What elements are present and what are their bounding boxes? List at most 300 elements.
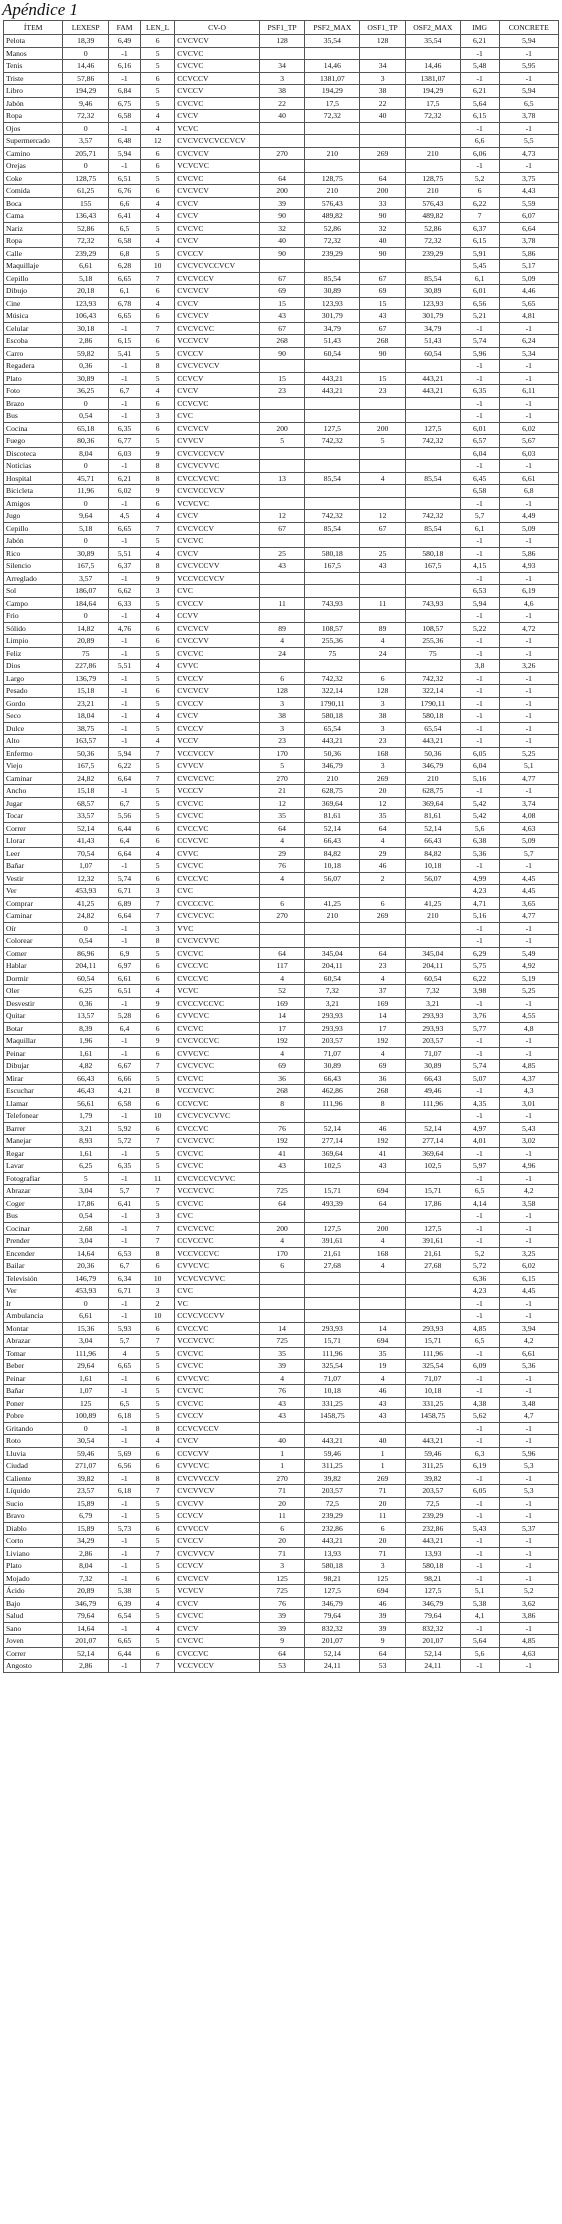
cell-osf2-max: 201,07 bbox=[405, 1635, 460, 1648]
cell-fam: 6,1 bbox=[109, 285, 141, 298]
cell-psf2-max: 111,96 bbox=[305, 1347, 360, 1360]
cell-osf2-max: 72,5 bbox=[405, 1497, 460, 1510]
cell-item: Manejar bbox=[4, 1135, 63, 1148]
cell-img: 5,2 bbox=[460, 1247, 499, 1260]
cell-psf2-max: 443,21 bbox=[305, 385, 360, 398]
cell-osf2-max: 15,71 bbox=[405, 1185, 460, 1198]
cell-psf2-max: 79,64 bbox=[305, 1610, 360, 1623]
cell-concrete: -1 bbox=[499, 710, 558, 723]
cell-len-l: 5 bbox=[141, 97, 175, 110]
cell-concrete: -1 bbox=[499, 372, 558, 385]
cell-psf2-max: 391,61 bbox=[305, 1235, 360, 1248]
cell-lexesp: 50,36 bbox=[63, 747, 109, 760]
cell-osf1-tp: 200 bbox=[360, 185, 406, 198]
cell-cv-o: VCCVCVC bbox=[175, 1335, 260, 1348]
cell-fam: -1 bbox=[109, 1572, 141, 1585]
cell-img: 6,04 bbox=[460, 447, 499, 460]
cell-img: 6,1 bbox=[460, 522, 499, 535]
cell-psf1-tp: 270 bbox=[259, 147, 305, 160]
table-row bbox=[4, 1197, 559, 1210]
cell-cv-o: CCVCV bbox=[175, 372, 260, 385]
cell-item: Televisión bbox=[4, 1272, 63, 1285]
cell-lexesp: 2,86 bbox=[63, 1547, 109, 1560]
cell-fam: -1 bbox=[109, 1435, 141, 1448]
cell-cv-o: CVCCVC bbox=[175, 822, 260, 835]
cell-cv-o: CCVCCVC bbox=[175, 1235, 260, 1248]
cell-osf2-max: 35,54 bbox=[405, 35, 460, 48]
cell-len-l: 6 bbox=[141, 1022, 175, 1035]
cell-fam: -1 bbox=[109, 460, 141, 473]
cell-concrete: -1 bbox=[499, 935, 558, 948]
column-header: ÍTEM bbox=[4, 21, 63, 35]
cell-psf1-tp bbox=[259, 660, 305, 673]
cell-concrete: 6,24 bbox=[499, 335, 558, 348]
cell-concrete: 6,8 bbox=[499, 485, 558, 498]
cell-lexesp: 34,29 bbox=[63, 1535, 109, 1548]
cell-osf2-max: 443,21 bbox=[405, 372, 460, 385]
cell-osf2-max: 346,79 bbox=[405, 1597, 460, 1610]
cell-concrete: 3,01 bbox=[499, 1097, 558, 1110]
cell-lexesp: 36,25 bbox=[63, 385, 109, 398]
cell-item: Beber bbox=[4, 1360, 63, 1373]
cell-fam: -1 bbox=[109, 1222, 141, 1235]
appendix-title: Apéndice 1 bbox=[2, 0, 78, 19]
cell-osf1-tp: 24 bbox=[360, 647, 406, 660]
table-row bbox=[4, 647, 559, 660]
cell-item: Ir bbox=[4, 1297, 63, 1310]
cell-osf2-max: 443,21 bbox=[405, 1435, 460, 1448]
cell-osf1-tp: 1 bbox=[360, 1460, 406, 1473]
cell-img: -1 bbox=[460, 1435, 499, 1448]
cell-osf2-max: 742,32 bbox=[405, 435, 460, 448]
cell-concrete: -1 bbox=[499, 1572, 558, 1585]
cell-psf1-tp: 38 bbox=[259, 85, 305, 98]
cell-osf1-tp: 69 bbox=[360, 285, 406, 298]
cell-concrete: 4,63 bbox=[499, 1647, 558, 1660]
cell-img: 4,15 bbox=[460, 560, 499, 573]
cell-concrete: 5,94 bbox=[499, 85, 558, 98]
cell-concrete: 3,86 bbox=[499, 1610, 558, 1623]
cell-cv-o: CVVC bbox=[175, 660, 260, 673]
cell-osf1-tp bbox=[360, 447, 406, 460]
cell-osf2-max: 203,57 bbox=[405, 1485, 460, 1498]
table-row bbox=[4, 597, 559, 610]
cell-img: 6,05 bbox=[460, 1485, 499, 1498]
cell-osf1-tp: 46 bbox=[360, 1385, 406, 1398]
cell-img: 5,77 bbox=[460, 1022, 499, 1035]
cell-fam: 5,69 bbox=[109, 1447, 141, 1460]
cell-len-l: 6 bbox=[141, 1460, 175, 1473]
cell-cv-o: CVCCV bbox=[175, 697, 260, 710]
cell-img: -1 bbox=[460, 497, 499, 510]
cell-osf1-tp: 4 bbox=[360, 472, 406, 485]
cell-osf2-max bbox=[405, 935, 460, 948]
cell-img: -1 bbox=[460, 785, 499, 798]
cell-lexesp: 5,18 bbox=[63, 522, 109, 535]
cell-psf1-tp: 39 bbox=[259, 197, 305, 210]
cell-len-l: 6 bbox=[141, 160, 175, 173]
cell-fam: 5,56 bbox=[109, 810, 141, 823]
cell-cv-o: CVCVCVC bbox=[175, 772, 260, 785]
cell-fam: -1 bbox=[109, 635, 141, 648]
cell-osf1-tp: 38 bbox=[360, 710, 406, 723]
cell-fam: -1 bbox=[109, 572, 141, 585]
cell-lexesp: 3,57 bbox=[63, 135, 109, 148]
cell-lexesp: 5 bbox=[63, 1172, 109, 1185]
cell-cv-o: CVCV bbox=[175, 385, 260, 398]
cell-cv-o: CVCVCV bbox=[175, 622, 260, 635]
cell-lexesp: 0 bbox=[63, 47, 109, 60]
cell-concrete: 5,86 bbox=[499, 547, 558, 560]
cell-osf2-max: 85,54 bbox=[405, 272, 460, 285]
cell-img: -1 bbox=[460, 122, 499, 135]
cell-osf1-tp: 14 bbox=[360, 1322, 406, 1335]
table-row bbox=[4, 1185, 559, 1198]
cell-img: 6,3 bbox=[460, 1447, 499, 1460]
cell-cv-o: CVVCVC bbox=[175, 1460, 260, 1473]
cell-len-l: 5 bbox=[141, 1197, 175, 1210]
cell-osf2-max: 167,5 bbox=[405, 560, 460, 573]
cell-osf2-max bbox=[405, 585, 460, 598]
cell-psf2-max: 66,43 bbox=[305, 835, 360, 848]
cell-cv-o: CVCVC bbox=[175, 647, 260, 660]
table-row bbox=[4, 1485, 559, 1498]
cell-lexesp: 5,18 bbox=[63, 272, 109, 285]
cell-concrete: -1 bbox=[499, 460, 558, 473]
cell-fam: 4 bbox=[109, 1347, 141, 1360]
cell-img: 3,8 bbox=[460, 660, 499, 673]
cell-fam: 6,97 bbox=[109, 960, 141, 973]
cell-osf1-tp: 36 bbox=[360, 1072, 406, 1085]
cell-len-l: 7 bbox=[141, 1135, 175, 1148]
cell-item: Bravo bbox=[4, 1510, 63, 1523]
cell-psf2-max: 293,93 bbox=[305, 1022, 360, 1035]
cell-lexesp: 68,57 bbox=[63, 797, 109, 810]
cell-concrete: 5,19 bbox=[499, 972, 558, 985]
cell-psf1-tp: 3 bbox=[259, 72, 305, 85]
cell-concrete: 5,3 bbox=[499, 1485, 558, 1498]
cell-img: -1 bbox=[460, 722, 499, 735]
cell-cv-o: CVCVCV bbox=[175, 1572, 260, 1585]
cell-concrete: 4,55 bbox=[499, 1010, 558, 1023]
cell-len-l: 5 bbox=[141, 222, 175, 235]
cell-cv-o: CVCVC bbox=[175, 172, 260, 185]
cell-lexesp: 75 bbox=[63, 647, 109, 660]
cell-item: Dulce bbox=[4, 722, 63, 735]
column-header: PSF1_TP bbox=[259, 21, 305, 35]
table-row bbox=[4, 522, 559, 535]
cell-psf2-max bbox=[305, 1210, 360, 1223]
cell-img: -1 bbox=[460, 1035, 499, 1048]
cell-concrete: 6,61 bbox=[499, 472, 558, 485]
cell-psf2-max bbox=[305, 1172, 360, 1185]
table-row bbox=[4, 1122, 559, 1135]
cell-lexesp: 41,25 bbox=[63, 897, 109, 910]
cell-fam: 6,61 bbox=[109, 972, 141, 985]
cell-img: 6,19 bbox=[460, 1460, 499, 1473]
table-row bbox=[4, 1135, 559, 1148]
cell-cv-o: CVCCV bbox=[175, 347, 260, 360]
table-row bbox=[4, 1072, 559, 1085]
cell-lexesp: 66,43 bbox=[63, 1072, 109, 1085]
cell-lexesp: 106,43 bbox=[63, 310, 109, 323]
table-row bbox=[4, 1310, 559, 1323]
cell-osf2-max bbox=[405, 397, 460, 410]
cell-item: Ver bbox=[4, 1285, 63, 1298]
cell-concrete: -1 bbox=[499, 672, 558, 685]
cell-img: -1 bbox=[460, 1660, 499, 1673]
cell-cv-o: CVCV bbox=[175, 510, 260, 523]
cell-osf1-tp: 90 bbox=[360, 247, 406, 260]
cell-cv-o: CCVCVCCV bbox=[175, 1422, 260, 1435]
cell-item: Dibujar bbox=[4, 1060, 63, 1073]
cell-img: 6,01 bbox=[460, 422, 499, 435]
cell-osf1-tp: 90 bbox=[360, 347, 406, 360]
cell-img: -1 bbox=[460, 160, 499, 173]
cell-img: 6,15 bbox=[460, 110, 499, 123]
table-row bbox=[4, 472, 559, 485]
cell-img: 6,5 bbox=[460, 1185, 499, 1198]
cell-img: 5,1 bbox=[460, 1585, 499, 1598]
cell-fam: -1 bbox=[109, 735, 141, 748]
cell-len-l: 4 bbox=[141, 710, 175, 723]
cell-concrete: 4,45 bbox=[499, 1285, 558, 1298]
cell-img: 5,42 bbox=[460, 797, 499, 810]
cell-psf2-max bbox=[305, 47, 360, 60]
cell-psf1-tp: 8 bbox=[259, 1097, 305, 1110]
cell-cv-o: CVCVCV bbox=[175, 685, 260, 698]
cell-len-l: 6 bbox=[141, 1447, 175, 1460]
cell-img: 5,22 bbox=[460, 622, 499, 635]
cell-cv-o: CVCVC bbox=[175, 1160, 260, 1173]
table-row bbox=[4, 372, 559, 385]
cell-cv-o: VCVC bbox=[175, 122, 260, 135]
cell-item: Plato bbox=[4, 1560, 63, 1573]
table-row bbox=[4, 197, 559, 210]
cell-fam: -1 bbox=[109, 47, 141, 60]
cell-psf2-max: 27,68 bbox=[305, 1260, 360, 1273]
cell-lexesp: 123,93 bbox=[63, 297, 109, 310]
cell-fam: 5,93 bbox=[109, 1322, 141, 1335]
cell-osf2-max: 65,54 bbox=[405, 722, 460, 735]
table-row bbox=[4, 685, 559, 698]
cell-concrete: 4,73 bbox=[499, 147, 558, 160]
cell-fam: -1 bbox=[109, 697, 141, 710]
cell-img: 6,56 bbox=[460, 297, 499, 310]
table-row bbox=[4, 97, 559, 110]
cell-concrete: 4,7 bbox=[499, 1410, 558, 1423]
cell-osf1-tp: 19 bbox=[360, 1360, 406, 1373]
cell-item: Bañar bbox=[4, 1385, 63, 1398]
cell-osf2-max: 576,43 bbox=[405, 197, 460, 210]
cell-osf2-max: 203,57 bbox=[405, 1035, 460, 1048]
cell-fam: 5,74 bbox=[109, 872, 141, 885]
cell-img: 3,98 bbox=[460, 985, 499, 998]
cell-lexesp: 184,64 bbox=[63, 597, 109, 610]
cell-img: 4,01 bbox=[460, 1135, 499, 1148]
cell-psf2-max: 85,54 bbox=[305, 522, 360, 535]
cell-lexesp: 23,21 bbox=[63, 697, 109, 710]
cell-fam: -1 bbox=[109, 322, 141, 335]
cell-lexesp: 18,39 bbox=[63, 35, 109, 48]
cell-item: Supermercado bbox=[4, 135, 63, 148]
cell-lexesp: 52,14 bbox=[63, 1647, 109, 1660]
cell-img: -1 bbox=[460, 372, 499, 385]
cell-psf2-max bbox=[305, 922, 360, 935]
table-row bbox=[4, 1447, 559, 1460]
cell-concrete: -1 bbox=[499, 397, 558, 410]
cell-psf1-tp: 76 bbox=[259, 1597, 305, 1610]
cell-fam: 6,5 bbox=[109, 222, 141, 235]
cell-psf2-max bbox=[305, 1110, 360, 1123]
cell-concrete: -1 bbox=[499, 635, 558, 648]
cell-osf1-tp: 168 bbox=[360, 747, 406, 760]
cell-psf1-tp: 71 bbox=[259, 1547, 305, 1560]
cell-len-l: 7 bbox=[141, 1547, 175, 1560]
cell-lexesp: 100,89 bbox=[63, 1410, 109, 1423]
cell-cv-o: VCCVCVC bbox=[175, 1185, 260, 1198]
cell-img: -1 bbox=[460, 1535, 499, 1548]
cell-img: -1 bbox=[460, 710, 499, 723]
cell-psf2-max: 102,5 bbox=[305, 1160, 360, 1173]
cell-psf2-max: 443,21 bbox=[305, 1435, 360, 1448]
cell-fam: 6,22 bbox=[109, 760, 141, 773]
cell-item: Manos bbox=[4, 47, 63, 60]
cell-concrete: -1 bbox=[499, 735, 558, 748]
cell-concrete: 5,5 bbox=[499, 135, 558, 148]
cell-len-l: 5 bbox=[141, 1360, 175, 1373]
cell-psf2-max bbox=[305, 122, 360, 135]
cell-len-l: 6 bbox=[141, 635, 175, 648]
cell-psf2-max bbox=[305, 447, 360, 460]
cell-osf1-tp: 8 bbox=[360, 1097, 406, 1110]
table-row bbox=[4, 1610, 559, 1623]
cell-fam: -1 bbox=[109, 360, 141, 373]
cell-len-l: 6 bbox=[141, 497, 175, 510]
cell-concrete: 3,02 bbox=[499, 1135, 558, 1148]
cell-len-l: 4 bbox=[141, 197, 175, 210]
cell-item: Bicicleta bbox=[4, 485, 63, 498]
cell-psf1-tp: 64 bbox=[259, 822, 305, 835]
cell-osf1-tp bbox=[360, 1110, 406, 1123]
cell-fam: 5,7 bbox=[109, 1185, 141, 1198]
cell-concrete: 4,72 bbox=[499, 622, 558, 635]
cell-cv-o: CVCCVC bbox=[175, 1322, 260, 1335]
cell-psf1-tp: 268 bbox=[259, 335, 305, 348]
cell-item: Comer bbox=[4, 947, 63, 960]
cell-cv-o: CVCVC bbox=[175, 947, 260, 960]
table-row bbox=[4, 722, 559, 735]
table-row bbox=[4, 1585, 559, 1598]
cell-cv-o: CVCCVC bbox=[175, 1647, 260, 1660]
cell-fam: 6,37 bbox=[109, 560, 141, 573]
table-row bbox=[4, 247, 559, 260]
cell-psf1-tp: 4 bbox=[259, 635, 305, 648]
cell-len-l: 5 bbox=[141, 1385, 175, 1398]
cell-item: Correr bbox=[4, 822, 63, 835]
cell-osf1-tp: 23 bbox=[360, 735, 406, 748]
cell-fam: 6,34 bbox=[109, 1272, 141, 1285]
cell-osf2-max: 111,96 bbox=[405, 1347, 460, 1360]
cell-psf1-tp: 725 bbox=[259, 1335, 305, 1348]
cell-fam: -1 bbox=[109, 535, 141, 548]
cell-len-l: 5 bbox=[141, 247, 175, 260]
cell-psf1-tp bbox=[259, 1210, 305, 1223]
cell-lexesp: 125 bbox=[63, 1397, 109, 1410]
cell-lexesp: 45,71 bbox=[63, 472, 109, 485]
cell-item: Bañar bbox=[4, 860, 63, 873]
cell-img: 5,74 bbox=[460, 1060, 499, 1073]
cell-psf2-max bbox=[305, 397, 360, 410]
cell-lexesp: 46,43 bbox=[63, 1085, 109, 1098]
cell-osf2-max bbox=[405, 1285, 460, 1298]
column-header: OSF1_TP bbox=[360, 21, 406, 35]
table-row bbox=[4, 822, 559, 835]
cell-item: Llorar bbox=[4, 835, 63, 848]
cell-cv-o: CVCVCVC bbox=[175, 1060, 260, 1073]
cell-img: 5,07 bbox=[460, 1072, 499, 1085]
cell-cv-o: CVC bbox=[175, 410, 260, 423]
cell-osf2-max: 128,75 bbox=[405, 172, 460, 185]
cell-cv-o: CVCVCV bbox=[175, 285, 260, 298]
cell-cv-o: CVCVC bbox=[175, 60, 260, 73]
cell-concrete: -1 bbox=[499, 1510, 558, 1523]
cell-psf1-tp bbox=[259, 935, 305, 948]
cell-osf1-tp: 43 bbox=[360, 1160, 406, 1173]
cell-len-l: 10 bbox=[141, 260, 175, 273]
cell-img: 5,6 bbox=[460, 1647, 499, 1660]
cell-psf1-tp: 38 bbox=[259, 710, 305, 723]
table-row bbox=[4, 1285, 559, 1298]
cell-concrete: 4,3 bbox=[499, 1085, 558, 1098]
cell-concrete: -1 bbox=[499, 1235, 558, 1248]
cell-item: Enfermo bbox=[4, 747, 63, 760]
cell-fam: 6,75 bbox=[109, 97, 141, 110]
cell-item: Prender bbox=[4, 1235, 63, 1248]
cell-psf1-tp: 11 bbox=[259, 597, 305, 610]
cell-item: Barrer bbox=[4, 1122, 63, 1135]
cell-lexesp: 6,61 bbox=[63, 1310, 109, 1323]
cell-psf1-tp: 64 bbox=[259, 1197, 305, 1210]
table-row bbox=[4, 297, 559, 310]
cell-psf1-tp bbox=[259, 1297, 305, 1310]
cell-concrete: 5,96 bbox=[499, 1447, 558, 1460]
cell-osf1-tp: 4 bbox=[360, 1235, 406, 1248]
cell-len-l: 6 bbox=[141, 685, 175, 698]
cell-cv-o: CVCVC bbox=[175, 97, 260, 110]
cell-lexesp: 14,64 bbox=[63, 1622, 109, 1635]
cell-cv-o: CVCCV bbox=[175, 85, 260, 98]
table-row bbox=[4, 935, 559, 948]
cell-fam: 6,62 bbox=[109, 585, 141, 598]
cell-len-l: 6 bbox=[141, 310, 175, 323]
cell-lexesp: 6,79 bbox=[63, 1510, 109, 1523]
cell-lexesp: 7,32 bbox=[63, 1572, 109, 1585]
table-row bbox=[4, 710, 559, 723]
cell-osf1-tp: 23 bbox=[360, 960, 406, 973]
cell-concrete: 4,2 bbox=[499, 1185, 558, 1198]
cell-osf2-max: 60,54 bbox=[405, 972, 460, 985]
cell-concrete: -1 bbox=[499, 1172, 558, 1185]
cell-cv-o: CVCCV bbox=[175, 722, 260, 735]
cell-concrete: 5,25 bbox=[499, 747, 558, 760]
cell-fam: -1 bbox=[109, 1235, 141, 1248]
cell-fam: 6,7 bbox=[109, 385, 141, 398]
cell-fam: 5,73 bbox=[109, 1522, 141, 1535]
cell-osf1-tp bbox=[360, 360, 406, 373]
cell-psf1-tp: 200 bbox=[259, 422, 305, 435]
cell-lexesp: 6,25 bbox=[63, 985, 109, 998]
